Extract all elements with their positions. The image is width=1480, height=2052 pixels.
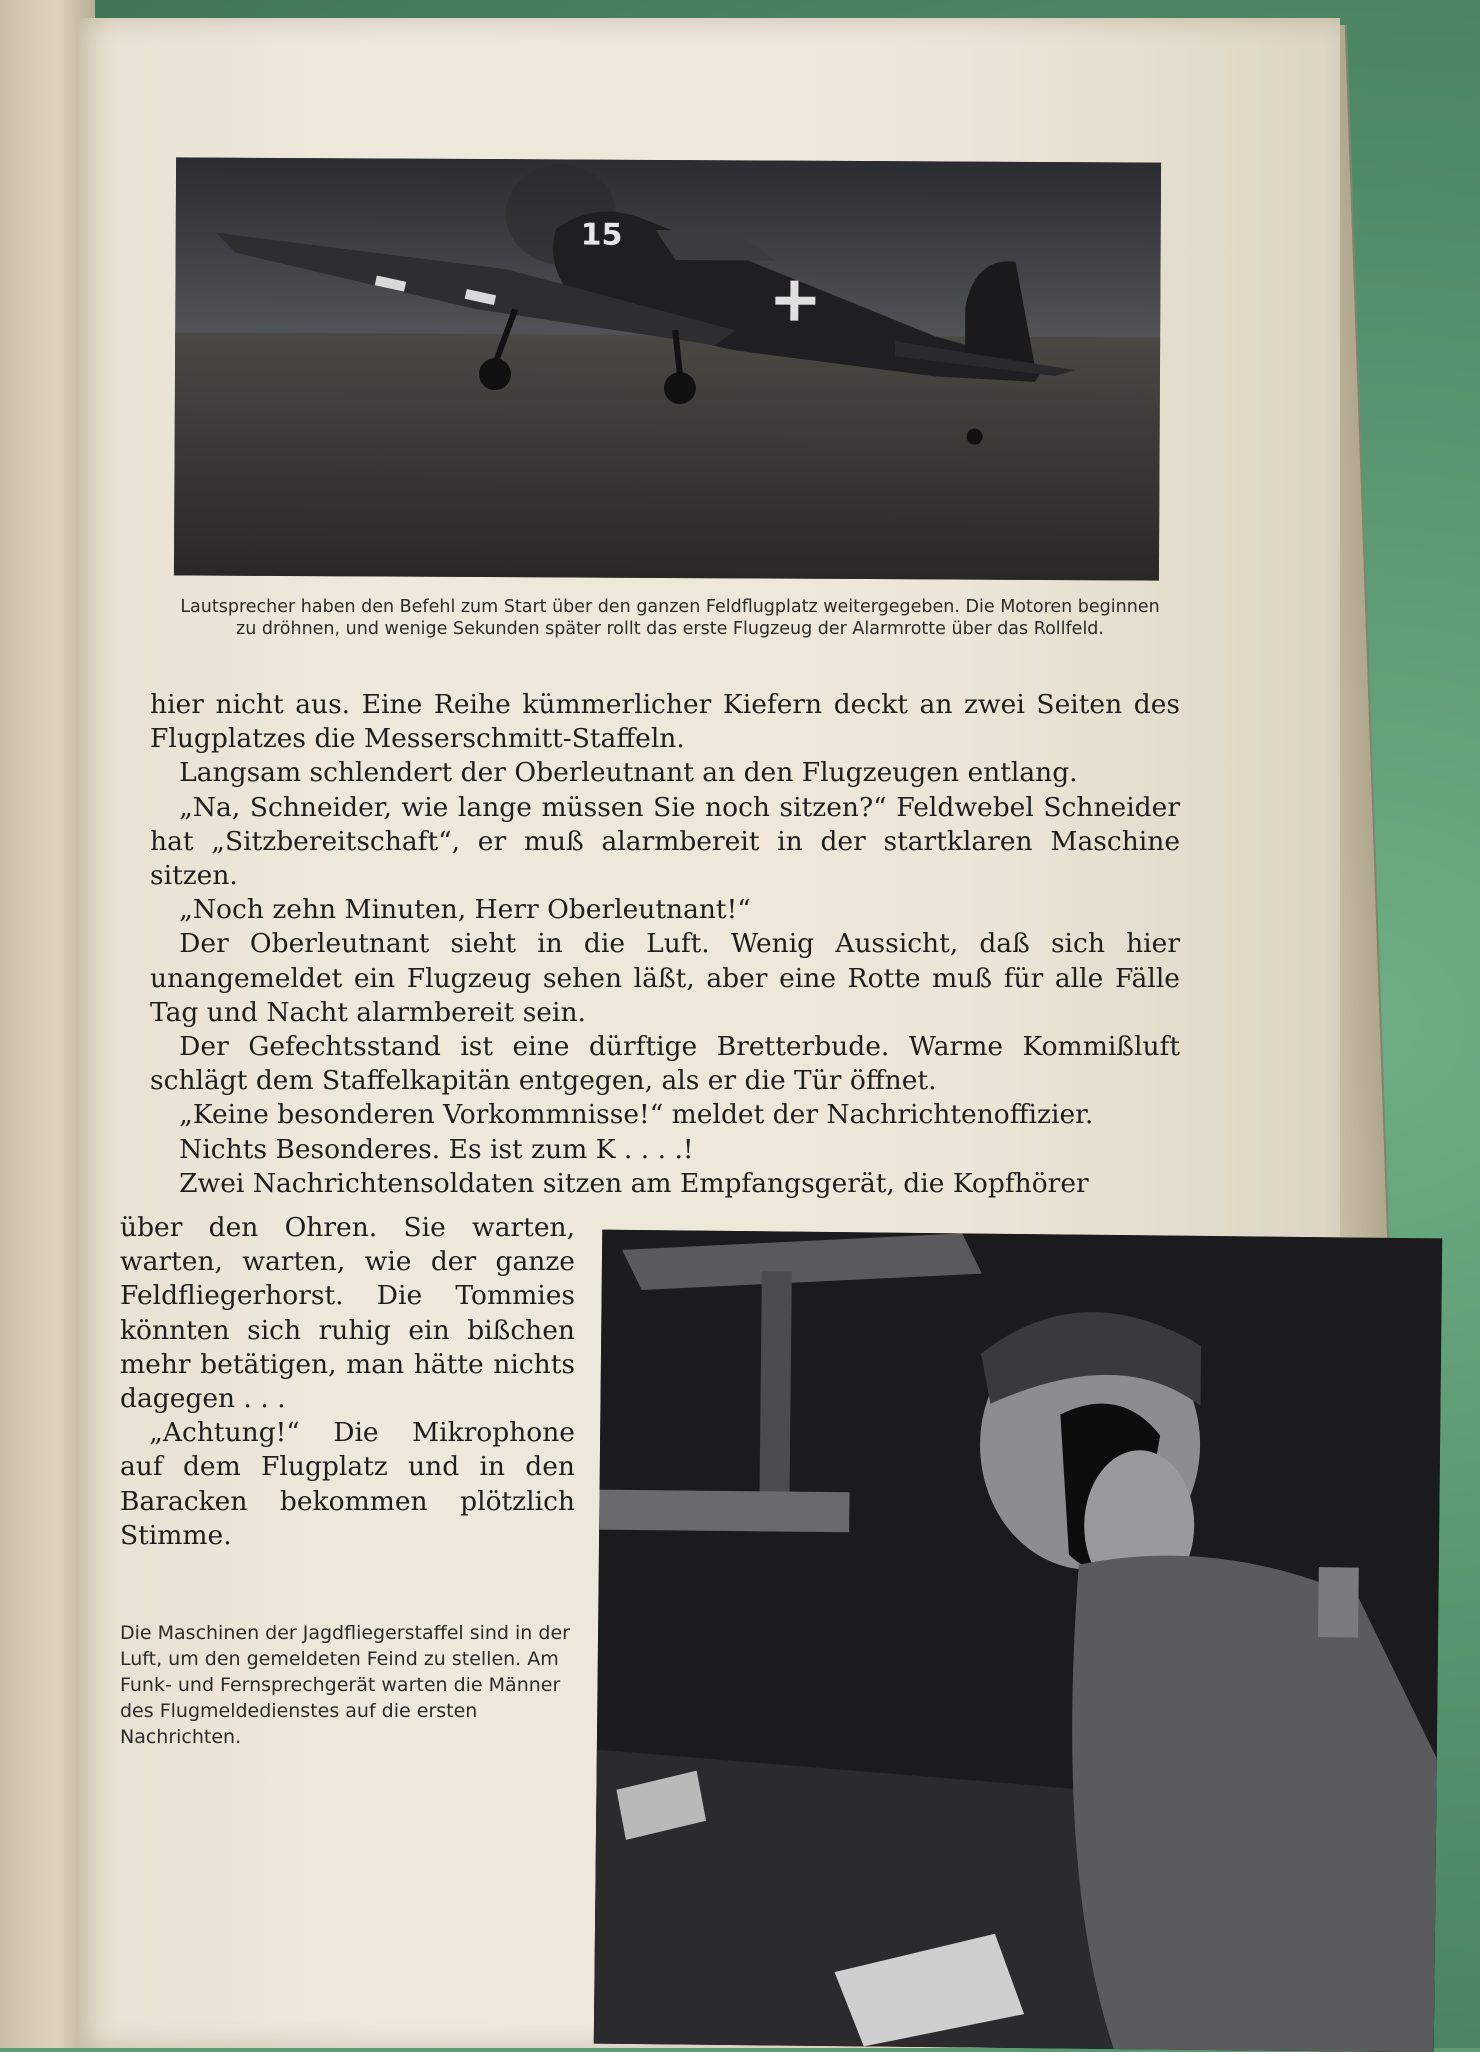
paragraph: hier nicht aus. Eine Reihe kümmerlicher Kiefern deckt an zwei Seiten des Flugplatzes die Messerschmitt-Staffeln. bbox=[150, 689, 1180, 755]
aircraft-photo bbox=[174, 157, 1161, 580]
telephone-operator-photo bbox=[594, 1230, 1442, 2052]
bottom-photo-caption: Die Maschinen der Jagdfliegerstaffel sind in der Luft, um den gemeldeten Feind zu stellen. Am Funk- und Fernsprechgerät warten die Männer des Flugmeldedienstes auf die ersten Nachrichten. bbox=[120, 1622, 570, 1748]
paragraph: „Achtung!“ Die Mikrophone auf dem Flugplatz und in den Baracken bekommen plötzlich Stimme. bbox=[120, 1417, 575, 1551]
aircraft-illustration bbox=[174, 157, 1161, 580]
paragraph: Der Gefechtsstand ist eine dürftige Bretterbude. Warme Kommißluft schlägt dem Staffelkapitän entgegen, als er die Tür öffnet. bbox=[150, 1031, 1180, 1097]
main-text-full-width bbox=[150, 688, 1180, 1201]
paragraph: „Noch zehn Minuten, Herr Oberleutnant!“ bbox=[179, 894, 751, 926]
paragraph: über den Ohren. Sie warten, warten, warten, wie der ganze Feldfliegerhorst. Die Tommies könnten sich ruhig ein bißchen mehr betätigen, man hätte nichts dagegen . . . bbox=[120, 1212, 575, 1415]
main-text-left-column bbox=[120, 1211, 575, 1553]
paragraph: Nichts Besonderes. Es ist zum K . . . .! bbox=[179, 1133, 694, 1165]
top-photo-caption: Lautsprecher haben den Befehl zum Start über den ganzen Feldflugplatz weitergegeben. Die Motoren beginnen zu dröhnen, und wenige Sekunden später rollt das erste Flugzeug der Alarmrotte über das Rollfeld. bbox=[180, 597, 1160, 639]
paragraph: Langsam schlendert der Oberleutnant an den Flugzeugen entlang. bbox=[179, 757, 1078, 789]
paragraph: „Keine besonderen Vorkommnisse!“ meldet der Nachrichtenoffizier. bbox=[179, 1099, 1094, 1131]
paragraph: Zwei Nachrichtensoldaten sitzen am Empfangsgerät, die Kopfhörer bbox=[179, 1167, 1089, 1199]
aircraft-number: 15 bbox=[580, 217, 623, 253]
operator-illustration bbox=[594, 1230, 1442, 2052]
paragraph: „Na, Schneider, wie lange müssen Sie noch sitzen?“ Feldwebel Schneider hat „Sitzbereitschaft“, er muß alarmbereit in der startklaren Maschine sitzen. bbox=[150, 791, 1180, 892]
paragraph: Der Oberleutnant sieht in die Luft. Wenig Aussicht, daß sich hier unangemeldet ein Flugzeug sehen läßt, aber eine Rotte muß für alle Fälle Tag und Nacht alarmbereit sein. bbox=[150, 928, 1180, 1028]
